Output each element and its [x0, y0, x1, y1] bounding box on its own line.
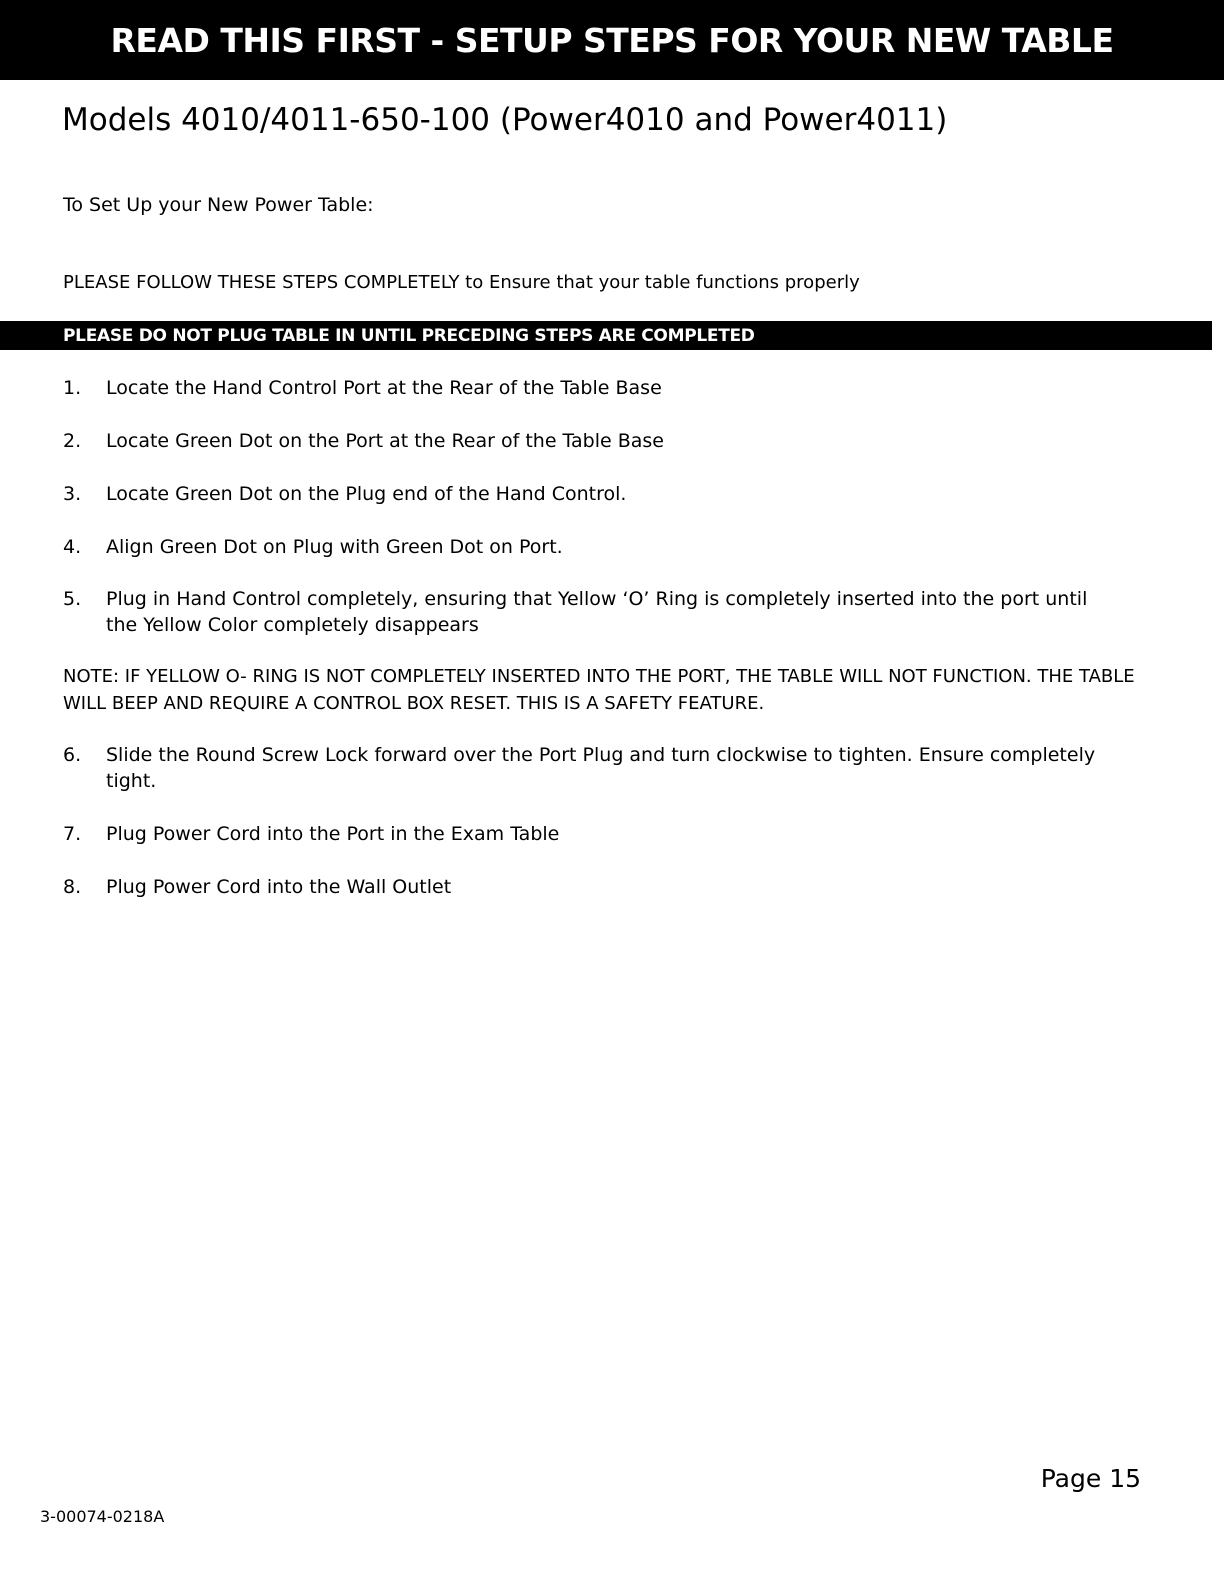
page-number: Page 15 [1040, 1464, 1141, 1493]
banner-title: READ THIS FIRST - SETUP STEPS FOR YOUR NEW TABLE [110, 20, 1114, 60]
step-number: 5. [63, 588, 82, 610]
step-number: 8. [63, 876, 82, 898]
step-text: Align Green Dot on Plug with Green Dot on Port. [106, 536, 563, 558]
intro-line: To Set Up your New Power Table: [63, 194, 374, 216]
safety-note: NOTE: IF YELLOW O- RING IS NOT COMPLETELY INSERTED INTO THE PORT, THE TABLE WILL NOT FUNCTION. THE TABLE WILL BEEP AND REQUIRE A CONTROL BOX RESET. THIS IS A SAFETY FEATURE. [63, 666, 1135, 714]
follow-instruction: PLEASE FOLLOW THESE STEPS COMPLETELY to Ensure that your table functions properly [63, 272, 860, 293]
warning-bar [0, 321, 1212, 350]
step-text: Plug in Hand Control completely, ensuring that Yellow ‘O’ Ring is completely inserted into the port until the Yellow Color completely disappears [106, 588, 1088, 636]
step-number: 7. [63, 823, 82, 845]
step-item [63, 586, 1123, 638]
step-item [63, 821, 1123, 847]
top-banner [0, 0, 1224, 80]
warning-text: PLEASE DO NOT PLUG TABLE IN UNTIL PRECEDING STEPS ARE COMPLETED [63, 325, 755, 346]
step-item [63, 742, 1123, 794]
models-title: Models 4010/4011-650-100 (Power4010 and Power4011) [62, 102, 948, 138]
document-code: 3-00074-0218A [40, 1507, 165, 1526]
step-number: 2. [63, 430, 82, 452]
step-item [63, 534, 1123, 560]
step-number: 6. [63, 744, 82, 766]
step-number: 4. [63, 536, 82, 558]
step-item [63, 481, 1123, 507]
step-number: 1. [63, 377, 82, 399]
step-item [63, 874, 1123, 900]
step-text: Plug Power Cord into the Port in the Exam Table [106, 823, 560, 845]
step-text: Locate the Hand Control Port at the Rear of the Table Base [106, 377, 662, 399]
step-item [63, 375, 1123, 401]
step-text: Slide the Round Screw Lock forward over the Port Plug and turn clockwise to tighten. Ensure completely tight. [106, 744, 1096, 792]
step-text: Locate Green Dot on the Plug end of the Hand Control. [106, 483, 627, 505]
step-text: Locate Green Dot on the Port at the Rear of the Table Base [106, 430, 664, 452]
step-item [63, 428, 1123, 454]
step-number: 3. [63, 483, 82, 505]
step-text: Plug Power Cord into the Wall Outlet [106, 876, 452, 898]
